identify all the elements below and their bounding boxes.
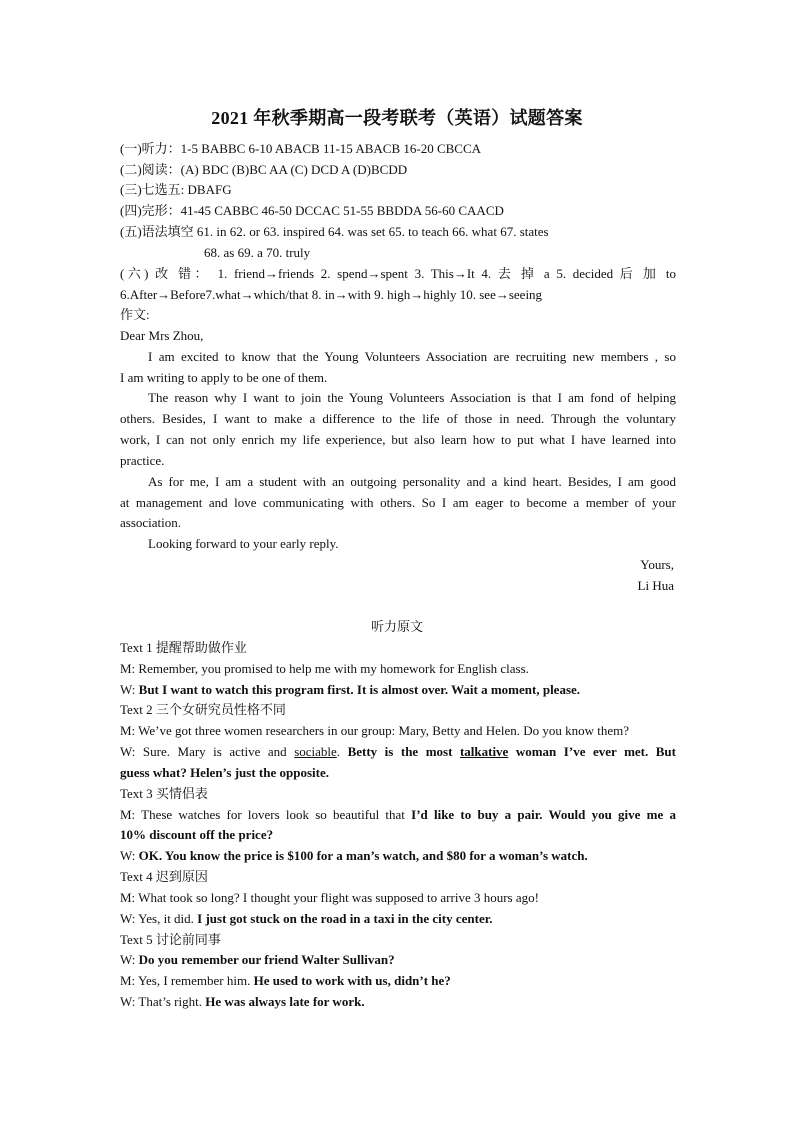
essay-closing: Yours,	[640, 557, 674, 572]
text5-title: Text 5 讨论前同事	[120, 932, 221, 947]
essay-p3-line1: As for me, I am a student with an outgoing personality and a kind heart. Besides, I am good	[148, 474, 676, 489]
essay-p2-line2: others. Besides, I want to make a difference to the life of those in need. Through the voluntary	[120, 411, 676, 426]
text1-w-line	[120, 682, 676, 698]
text-run: woman I’ve ever met. But	[508, 744, 676, 759]
text1-m-line: M: Remember, you promised to help me with my homework for English class.	[120, 661, 529, 676]
text4-m-line: M: What took so long? I thought your flight was supposed to arrive 3 hours ago!	[120, 890, 539, 905]
text2-m-line: M: We’ve got three women researchers in our group: Mary, Betty and Helen. Do you know them?	[120, 723, 630, 738]
text-run: .	[336, 744, 348, 759]
essay-p2-line4: practice.	[120, 453, 165, 468]
key-sentence: I’d like to buy a pair. Would you give me a	[411, 807, 676, 822]
essay-p3-line2: at management and love communicating with others. So I am eager to become a member of your	[120, 495, 676, 510]
essay-p4: Looking forward to your early reply.	[148, 536, 339, 551]
text1-title: Text 1 提醒帮助做作业	[120, 640, 247, 655]
answer-grammar-cont: 68. as 69. a 70. truly	[204, 245, 311, 260]
answer-correction: (六) 改 错： 1. friend→friends 2. spend→spent 3. This→It 4. 去 掉 a 5. decided 后 加 to	[120, 266, 676, 281]
answer-reading: (二)阅读：(A) BDC (B)BC AA (C) DCD A (D)BCDD	[120, 162, 408, 177]
text-run: M: These watches for lovers look so beautiful that	[120, 807, 412, 822]
text4-w-line	[120, 911, 676, 927]
essay-label: 作文:	[120, 307, 150, 322]
text-run: W: That’s right.	[120, 994, 206, 1009]
essay-p2-line1: The reason why I want to join the Young Volunteers Association is that I am fond of helping	[148, 390, 676, 405]
answer-seven-five: (三)七选五: DBAFG	[120, 182, 232, 197]
essay-p2-line3: work, I can not only enrich my life experience, but also learn how to put what I have learned into	[120, 432, 676, 447]
underlined-word: sociable	[294, 744, 337, 759]
key-sentence: guess what? Helen’s just the opposite.	[120, 765, 329, 780]
key-sentence: Do you remember our friend Walter Sullivan?	[138, 952, 395, 967]
text-run: W: Sure. Mary is active and	[120, 744, 295, 759]
essay-p1-line1: I am excited to know that the Young Volunteers Association are recruiting new members , so	[148, 349, 676, 364]
text-run: Betty is the most	[347, 744, 460, 759]
essay-p1-line2: I am writing to apply to be one of them.	[120, 370, 328, 385]
text4-title: Text 4 迟到原因	[120, 869, 208, 884]
text3-m-line-cont	[120, 827, 676, 843]
key-sentence	[348, 744, 676, 759]
text-run: W: Yes, it did.	[120, 911, 198, 926]
text3-title: Text 3 买情侣表	[120, 786, 208, 801]
key-sentence: 10% discount off the price?	[120, 827, 274, 842]
text2-title: Text 2 三个女研究员性格不同	[120, 702, 286, 717]
page-title: 2021 年秋季期高一段考联考（英语）试题答案	[211, 108, 583, 128]
answer-listening: (一)听力：1-5 BABBC 6-10 ABACB 11-15 ABACB 16-20 CBCCA	[120, 141, 482, 156]
answer-cloze: (四)完形：41-45 CABBC 46-50 DCCAC 51-55 BBDDA 56-60 CAACD	[120, 203, 504, 218]
speaker-label: W:	[120, 682, 139, 697]
key-sentence: But I want to watch this program first. It is almost over. Wait a moment, please.	[138, 682, 581, 697]
text3-m-line	[120, 807, 676, 823]
essay-p3-line3: association.	[120, 515, 182, 530]
speaker-label: W:	[120, 952, 139, 967]
transcript-heading: 听力原文	[370, 619, 423, 634]
text5-w-line1	[120, 952, 676, 968]
key-sentence: OK. You know the price is $100 for a man’s watch, and $80 for a woman’s watch.	[138, 848, 588, 863]
essay-signature: Li Hua	[637, 578, 674, 593]
key-sentence: He used to work with us, didn’t he?	[253, 973, 451, 988]
key-sentence: I just got stuck on the road in a taxi in the city center.	[197, 911, 493, 926]
text2-w-line-cont	[120, 765, 676, 781]
text-run: M: Yes, I remember him.	[120, 973, 254, 988]
speaker-label: W:	[120, 848, 139, 863]
answer-correction-cont: 6.After→Before7.what→which/that 8. in→with 9. high→highly 10. see→seeing	[120, 287, 543, 302]
text5-m-line	[120, 973, 676, 989]
text5-w-line2	[120, 994, 676, 1010]
answer-grammar: (五)语法填空 61. in 62. or 63. inspired 64. was set 65. to teach 66. what 67. states	[120, 224, 549, 239]
text3-w-line	[120, 848, 676, 864]
underlined-word: talkative	[459, 744, 509, 759]
text2-w-line	[120, 744, 676, 760]
key-sentence: He was always late for work.	[205, 994, 365, 1009]
essay-greeting: Dear Mrs Zhou,	[120, 328, 204, 343]
